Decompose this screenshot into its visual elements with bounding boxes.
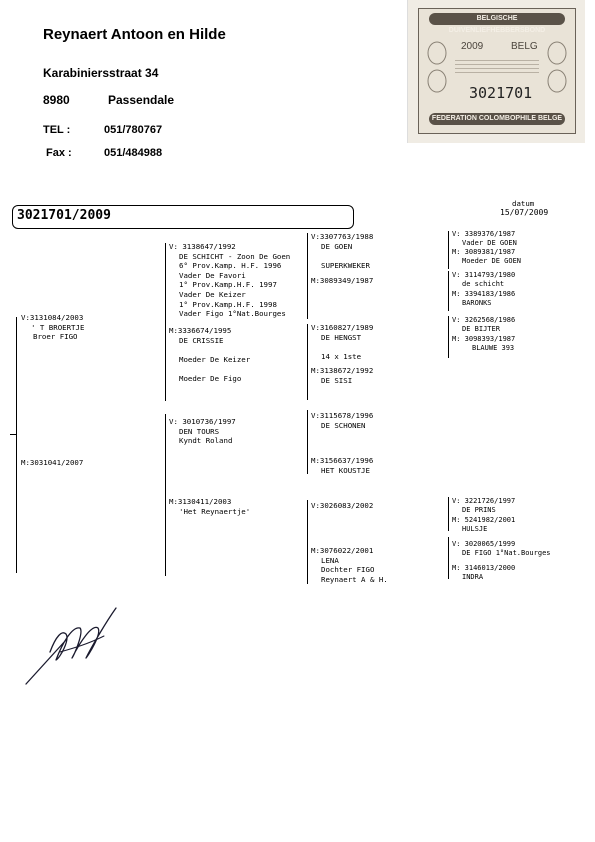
- sds-name: DE HENGST: [321, 332, 362, 342]
- sds-ring: V:3160827/1989: [311, 323, 374, 332]
- ssd-ring: M:3089349/1987: [311, 276, 374, 285]
- sdsd-ring: M: 3098393/1987: [452, 335, 516, 343]
- ddd-block: [311, 546, 388, 584]
- stamp-bottom-band: FEDERATION COLOMBOPHILE BELGE: [429, 113, 565, 125]
- ssss-name: Vader DE GOEN: [462, 239, 517, 247]
- sssd-block: [452, 248, 521, 266]
- sdss-ring: V: 3262568/1986: [452, 316, 516, 324]
- owner-name: Reynaert Antoon en Hilde: [43, 26, 226, 43]
- ssdd-name: BARONKS: [462, 299, 492, 307]
- stamp-emblem-right: [545, 37, 569, 97]
- ddss-name: DE PRINS: [462, 506, 496, 514]
- sdss-name: DE BIJTER: [462, 325, 500, 333]
- dam-block: [21, 458, 83, 468]
- ssdd-ring: M: 3394183/1986: [452, 290, 516, 298]
- tel-label: TEL :: [43, 124, 71, 136]
- sd-line2: Moeder De Figo: [179, 373, 242, 383]
- ss-line5: Vader De Keizer: [179, 289, 246, 299]
- sss-block: [311, 232, 373, 270]
- dam-ring: M:3031041/2007: [21, 458, 84, 467]
- owner-postcode: 8980: [43, 93, 70, 107]
- dd-name: 'Het Reynaertje': [179, 506, 251, 516]
- ddsd-name: HULSJE: [462, 525, 488, 533]
- signature: [22, 600, 132, 690]
- fax-label: Fax :: [46, 147, 72, 159]
- dddd-name: INDRA: [462, 573, 484, 581]
- dss-block: [311, 411, 373, 430]
- ssds-block: [452, 271, 515, 289]
- stamp-emblem-left: [425, 37, 449, 97]
- dds-ring: V:3026083/2002: [311, 501, 374, 510]
- sss-spacer: [311, 251, 373, 261]
- ddss-block: [452, 497, 515, 515]
- sire-ring: V:3131084/2003: [21, 313, 84, 322]
- sire-block: [21, 313, 84, 342]
- fax-value: 051/484988: [104, 147, 163, 159]
- sire-sire-block: [169, 242, 290, 319]
- ddsd-block: [452, 516, 515, 534]
- sd-spacer1: [169, 345, 250, 355]
- owner-city: Passendale: [108, 93, 175, 107]
- sss-note: SUPERKWEKER: [321, 260, 370, 270]
- ssdd-block: [452, 290, 515, 308]
- ss-line7: Vader Figo 1°Nat.Bourges: [179, 309, 286, 319]
- ddss-ring: V: 3221726/1997: [452, 497, 516, 505]
- sdd-block: [311, 366, 373, 385]
- ssds-name: de schicht: [462, 280, 505, 288]
- ddds-ring: V: 3020065/1999: [452, 540, 516, 548]
- ss-line2: 6° Prov.Kamp. H.F. 1996: [179, 261, 282, 271]
- sds-note: 14 x 1ste: [321, 351, 362, 361]
- ddd-ring: M:3076022/2001: [311, 546, 374, 555]
- sds-block: [311, 323, 373, 361]
- dss-name: DE SCHONEN: [321, 420, 366, 430]
- dam-dam-block: [169, 497, 250, 516]
- ssd-block: [311, 276, 373, 286]
- federation-ring-stamp: [407, 0, 585, 143]
- sds-spacer: [311, 342, 373, 352]
- sd-line1: Moeder De Keizer: [179, 354, 251, 364]
- sire-note: Broer FIGO: [33, 332, 78, 342]
- ds-breeder: Kyndt Roland: [179, 436, 233, 446]
- ds-ring: V: 3010736/1997: [169, 417, 236, 426]
- ss-line3: Vader De Favori: [179, 270, 246, 280]
- ddsd-ring: M: 5241982/2001: [452, 516, 516, 524]
- sdss-block: [452, 316, 515, 334]
- owner-street: Karabiniersstraat 34: [43, 66, 159, 80]
- ssss-ring: V: 3389376/1987: [452, 230, 516, 238]
- dsd-block: [311, 456, 373, 475]
- document-date: 15/07/2009: [500, 208, 549, 217]
- sire-dam-block: [169, 326, 250, 384]
- sd-name: DE CRISSIE: [179, 335, 224, 345]
- dss-ring: V:3115678/1996: [311, 411, 374, 420]
- ring-number: 3021701/2009: [17, 208, 111, 223]
- stamp-microtext: [455, 59, 539, 73]
- datum-label: datum: [512, 199, 535, 208]
- ddds-name: DE FIGO 1°Nat.Bourges: [462, 549, 551, 557]
- dddd-block: [452, 564, 515, 582]
- dds-block: [311, 501, 373, 511]
- sire-name: ' T BROERTJE: [31, 322, 85, 332]
- sss-ring: V:3307763/1988: [311, 232, 374, 241]
- ddd-breeder: Reynaert A & H.: [321, 574, 388, 584]
- sssd-ring: M: 3089381/1987: [452, 248, 516, 256]
- ss-line1: DE SCHICHT - Zoon De Goen: [179, 251, 291, 261]
- sdd-ring: M:3138672/1992: [311, 366, 374, 375]
- stamp-number: 3021701: [469, 84, 533, 102]
- ss-line6: 1° Prov.Kamp.H.F. 1998: [179, 299, 277, 309]
- ds-name: DEN TOURS: [179, 426, 220, 436]
- sdd-name: DE SISI: [321, 375, 353, 385]
- stamp-country: BELG: [511, 41, 538, 52]
- ss-ring: V: 3138647/1992: [169, 242, 236, 251]
- dd-ring: M:3130411/2003: [169, 497, 232, 506]
- sd-ring: M:3336674/1995: [169, 326, 232, 335]
- dsd-ring: M:3156637/1996: [311, 456, 374, 465]
- sdsd-block: [452, 335, 515, 353]
- ddd-note: Dochter FIGO: [321, 565, 375, 575]
- ddd-name: LENA: [321, 555, 339, 565]
- stamp-year: 2009: [461, 41, 484, 52]
- sd-spacer2: [169, 364, 250, 374]
- ss-line4: 1° Prov.Kamp.H.F. 1997: [179, 280, 277, 290]
- sssd-name: Moeder DE GOEN: [462, 257, 522, 265]
- ddds-block: [452, 540, 551, 558]
- stamp-top-band: BELGISCHE DUIVENLIEFHEBBERSBOND: [429, 13, 565, 25]
- sdsd-name: BLAUWE 393: [472, 344, 515, 352]
- ssds-ring: V: 3114793/1980: [452, 271, 516, 279]
- ssss-block: [452, 230, 517, 248]
- dddd-ring: M: 3146013/2000: [452, 564, 516, 572]
- tel-value: 051/780767: [104, 124, 163, 136]
- dam-sire-block: [169, 417, 236, 446]
- dsd-name: HET KOUSTJE: [321, 465, 370, 475]
- sss-name: DE GOEN: [321, 241, 353, 251]
- stamp-frame: [418, 8, 576, 134]
